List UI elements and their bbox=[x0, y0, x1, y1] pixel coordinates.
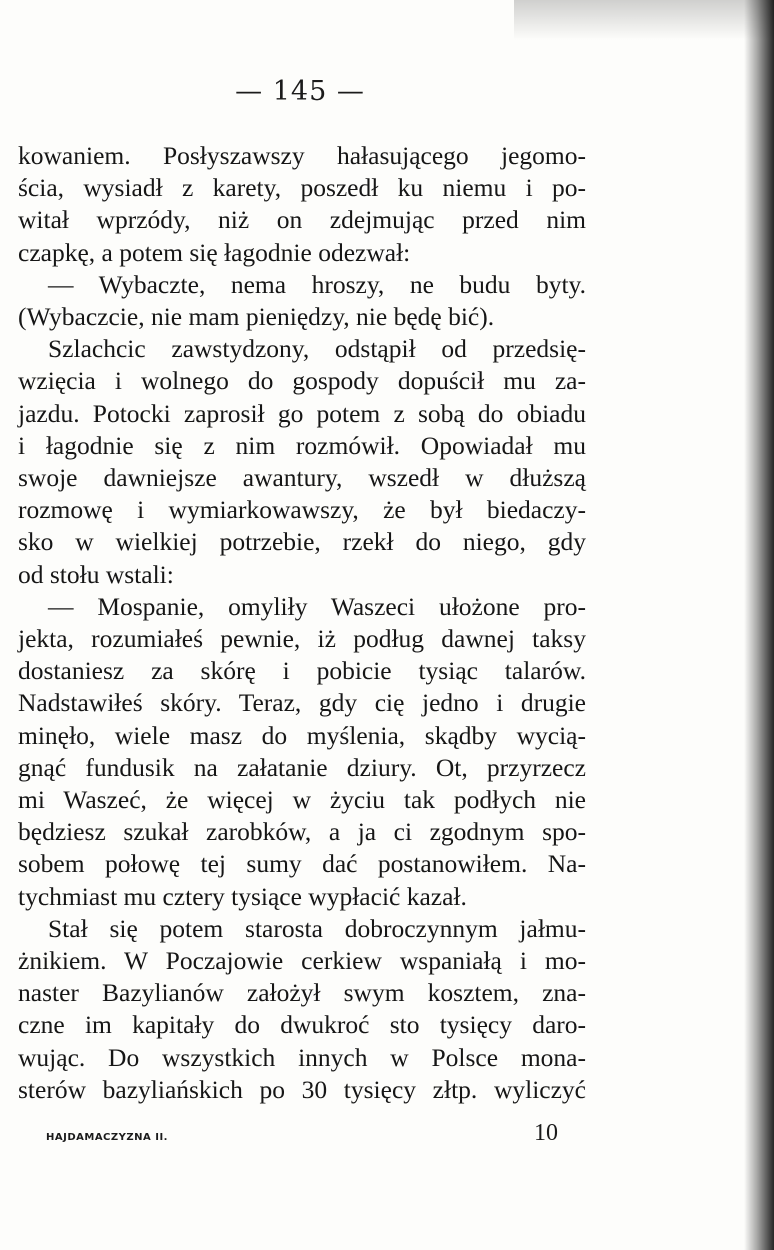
text-line: rozmowę i wymiarkowawszy, że był biedaczy- bbox=[18, 495, 586, 525]
text-line: tychmiast mu cztery tysiące wypłacić kazał. bbox=[18, 881, 467, 911]
text-line: będziesz szukał zarobków, a ja ci zgodnym spo- bbox=[18, 817, 586, 847]
text-line: jazdu. Potocki zaprosił go potem z sobą do obiadu bbox=[18, 398, 586, 428]
text-line: i łagodnie się z nim rozmówił. Opowiadał mu bbox=[18, 430, 586, 460]
text-line: od stołu wstali: bbox=[18, 559, 174, 589]
text-line: dostaniesz za skórę i pobicie tysiąc talarów. bbox=[18, 656, 586, 686]
text-line: sobem połowę tej sumy dać postanowiłem. Na- bbox=[18, 849, 586, 879]
page-number: — 145 — bbox=[235, 76, 365, 107]
text-line: żnikiem. W Poczajowie cerkiew wspaniałą i mo- bbox=[18, 946, 586, 976]
sheet-number: 10 bbox=[534, 1120, 558, 1146]
printer-signature: HAJDAMACZYZNA II. bbox=[46, 1132, 168, 1143]
text-line: minęło, wiele masz do myślenia, skądby wycią- bbox=[18, 720, 586, 750]
text-line: witał wprzódy, niż on zdejmując przed nim bbox=[18, 205, 586, 235]
text-line: ścia, wysiadł z karety, poszedł ku niemu i po- bbox=[18, 173, 586, 203]
text-line: — Wybaczte, nema hroszy, ne budu byty. bbox=[48, 269, 586, 299]
text-line: sterów bazyliańskich po 30 tysięcy złtp. wyliczyć bbox=[18, 1074, 586, 1104]
text-line: Stał się potem starosta dobroczynnym jałmu- bbox=[48, 913, 586, 943]
text-line: Szlachcic zawstydzony, odstąpił od przedsię- bbox=[48, 334, 586, 364]
text-line: wzięcia i wolnego do gospody dopuścił mu za- bbox=[18, 366, 586, 396]
text-line: — Mospanie, omyliły Waszeci ułożone pro- bbox=[48, 591, 586, 621]
text-line: czapkę, a potem się łagodnie odezwał: bbox=[18, 237, 411, 267]
scan-edge-shadow bbox=[744, 0, 774, 1250]
body-text bbox=[18, 140, 586, 1106]
text-line: (Wybaczcie, nie mam pieniędzy, nie będę bić). bbox=[18, 302, 495, 332]
text-line: kowaniem. Posłyszawszy hałasującego jegomo- bbox=[18, 141, 586, 170]
text-line: sko w wielkiej potrzebie, rzekł do niego, gdy bbox=[18, 527, 586, 557]
text-line: czne im kapitały do dwukroć sto tysięcy daro- bbox=[18, 1010, 586, 1040]
text-line: gnąć fundusik na załatanie dziury. Ot, przyrzecz bbox=[18, 752, 586, 782]
text-line: wując. Do wszystkich innych w Polsce mona- bbox=[18, 1042, 586, 1072]
text-line: Nadstawiłeś skóry. Teraz, gdy cię jedno i drugie bbox=[18, 688, 586, 718]
text-line: swoje dawniejsze awantury, wszedł w dłuższą bbox=[18, 463, 586, 493]
scan-edge-top-shadow bbox=[514, 0, 774, 40]
text-line: jekta, rozumiałeś pewnie, iż podług dawnej taksy bbox=[18, 624, 586, 654]
text-line: mi Waszeć, że więcej w życiu tak podłych nie bbox=[18, 785, 586, 815]
text-line: naster Bazylianów założył swym kosztem, zna- bbox=[18, 978, 586, 1008]
